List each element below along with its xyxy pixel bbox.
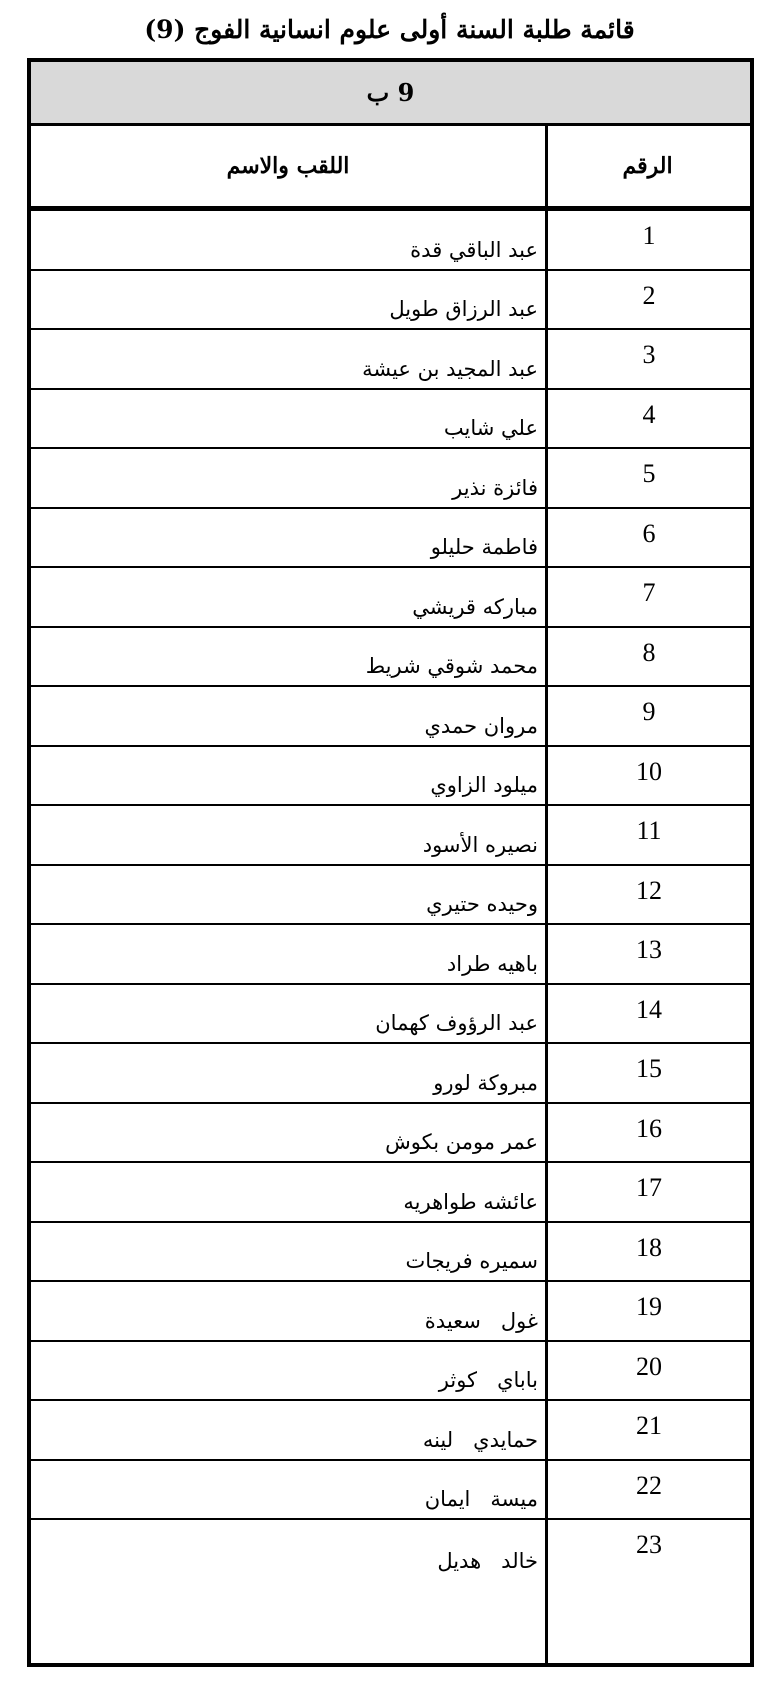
table-row — [31, 1520, 750, 1580]
student-number: 8 — [642, 637, 656, 667]
student-name: نصيره الأسود — [422, 832, 538, 857]
table-row — [31, 1342, 750, 1402]
table-row — [31, 271, 750, 331]
header-number: الرقم — [622, 153, 673, 179]
student-number: 13 — [636, 935, 662, 964]
student-number: 23 — [636, 1530, 662, 1559]
student-name: عمر مومن بكوش — [385, 1130, 538, 1154]
student-number: 2 — [642, 280, 656, 310]
table-row — [31, 1163, 750, 1223]
student-name: مروان حمدي — [424, 713, 538, 738]
student-number: 15 — [636, 1054, 662, 1083]
student-name: عبد الرزاق طويل — [389, 297, 538, 321]
student-name: ميسة ايمان — [424, 1487, 538, 1511]
table-row — [31, 390, 750, 450]
table-body — [31, 211, 750, 1580]
student-name: محمد شوقي شريط — [365, 654, 538, 678]
student-name: باهيه طراد — [446, 951, 538, 976]
student-name: غول سعيدة — [424, 1308, 538, 1333]
student-name: فاطمة حليلو — [430, 535, 538, 559]
student-name: فائزة نذير — [452, 475, 538, 500]
table-row — [31, 866, 750, 926]
student-name: خالد هديل — [437, 1548, 538, 1573]
student-name: حمايدي لينه — [422, 1427, 538, 1452]
group-label: 9 ب — [31, 62, 750, 126]
student-name: مباركه قريشي — [412, 594, 538, 619]
page-title: قائمة طلبة السنة أولى علوم انسانية الفوج (9) — [144, 15, 635, 44]
table-row — [31, 925, 750, 985]
table-row — [31, 1104, 750, 1164]
table-row — [31, 449, 750, 509]
table-row — [31, 1044, 750, 1104]
student-number: 21 — [636, 1411, 662, 1440]
student-number: 11 — [636, 816, 662, 845]
student-table — [27, 58, 754, 1667]
student-name: مبروكة لورو — [433, 1070, 538, 1095]
student-name: باباي كوثر — [438, 1368, 538, 1392]
table-row — [31, 985, 750, 1045]
student-name: وحيده حتيري — [426, 892, 538, 916]
student-number: 14 — [636, 994, 662, 1024]
table-row — [31, 1401, 750, 1461]
student-number: 18 — [636, 1232, 662, 1262]
table-row — [31, 568, 750, 628]
student-number: 16 — [636, 1113, 662, 1143]
student-name: عبد الباقي قدة — [410, 237, 538, 262]
table-header — [31, 126, 750, 211]
student-number: 17 — [636, 1173, 662, 1202]
table-row — [31, 628, 750, 688]
student-name: ميلود الزاوي — [430, 773, 538, 797]
student-number: 4 — [642, 399, 656, 429]
student-name: عائشه طواهريه — [403, 1189, 538, 1214]
table-row — [31, 330, 750, 390]
table-row — [31, 1461, 750, 1521]
table-row — [31, 211, 750, 271]
table-row — [31, 1282, 750, 1342]
student-number: 10 — [636, 756, 662, 786]
student-name: علي شايب — [443, 416, 538, 440]
table-row — [31, 1223, 750, 1283]
table-row — [31, 806, 750, 866]
student-number: 1 — [642, 221, 656, 250]
student-name: عبد المجيد بن عيشة — [362, 356, 538, 381]
student-number: 7 — [642, 578, 656, 607]
student-number: 9 — [642, 697, 656, 726]
student-number: 3 — [642, 340, 656, 369]
student-name: سميره فريجات — [405, 1249, 538, 1273]
student-number: 22 — [636, 1470, 662, 1500]
header-name: اللقب والاسم — [226, 153, 350, 179]
student-number: 19 — [636, 1292, 662, 1321]
table-row — [31, 687, 750, 747]
student-number: 6 — [642, 518, 656, 548]
student-number: 5 — [642, 459, 656, 488]
student-number: 12 — [636, 875, 662, 905]
table-row — [31, 509, 750, 569]
student-number: 20 — [636, 1351, 662, 1381]
student-name: عبد الرؤوف كهمان — [375, 1011, 538, 1035]
table-row — [31, 747, 750, 807]
